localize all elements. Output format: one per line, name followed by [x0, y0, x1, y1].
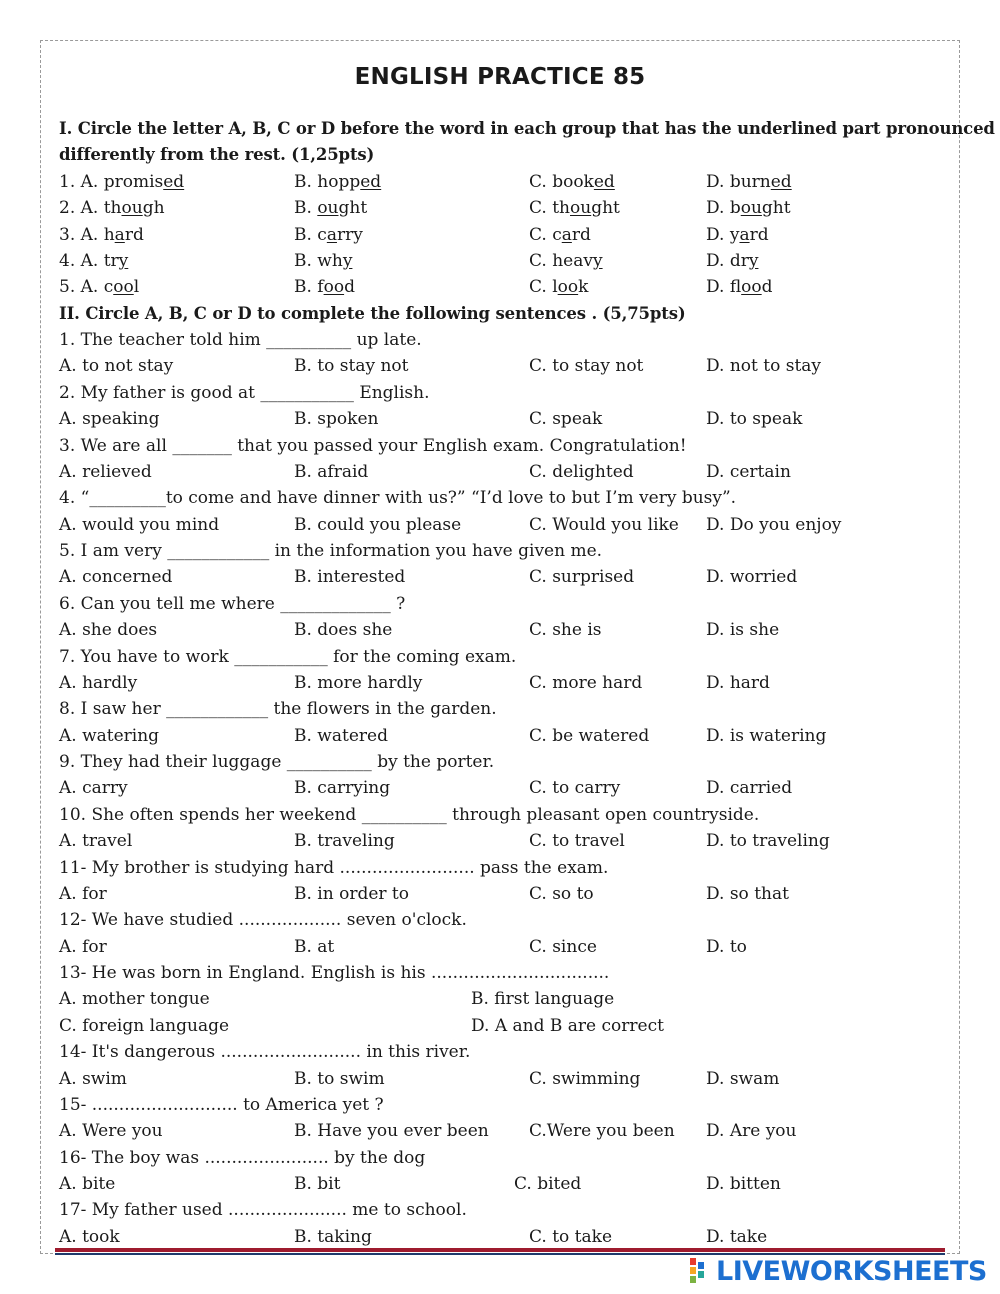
options-row [59, 1013, 959, 1039]
options-row [59, 406, 959, 432]
option-text: C. c [529, 224, 562, 245]
answer-option[interactable] [706, 195, 791, 221]
answer-option[interactable]: A. for [59, 936, 107, 957]
section-1-heading-cont: differently from the rest. (1,25pts) [59, 145, 375, 165]
options-row [59, 1118, 959, 1144]
answer-option[interactable] [59, 248, 128, 274]
options-row [59, 934, 959, 960]
pronunciation-row [59, 195, 959, 221]
question-text: 2. My father is good at ___________ English. [59, 382, 430, 403]
answer-option[interactable]: A. to not stay [59, 356, 174, 377]
question-text: 13- He was born in England. English is his ................................. [59, 963, 610, 983]
option-text: rd [571, 224, 591, 245]
option-text: B. f [294, 277, 324, 298]
underlined-sound: ou [121, 198, 143, 219]
option-text: ght [761, 198, 791, 219]
answer-option[interactable]: B. watered [294, 725, 388, 746]
answer-option[interactable] [529, 248, 603, 274]
options-row [59, 1066, 959, 1092]
option-text: l [133, 277, 140, 298]
answer-option[interactable] [294, 274, 355, 300]
answer-option[interactable]: B. at [294, 936, 335, 957]
options-row [59, 1171, 959, 1197]
question-text: 1. The teacher told him __________ up late. [59, 330, 422, 350]
answer-option[interactable]: B. spoken [294, 409, 379, 430]
answer-option[interactable]: A. for [59, 883, 107, 904]
answer-option[interactable]: D. to speak [706, 409, 803, 430]
answer-option[interactable] [529, 222, 591, 248]
answer-option[interactable]: B. carrying [294, 778, 391, 799]
answer-option[interactable]: A. travel [59, 831, 133, 852]
answer-option[interactable]: A. she does [59, 620, 158, 641]
pronunciation-row [59, 169, 959, 195]
question-text: 14- It's dangerous .......................... in this river. [59, 1042, 471, 1063]
option-text: D. y [706, 224, 740, 245]
answer-option[interactable] [529, 169, 615, 195]
answer-option[interactable]: A. hardly [59, 672, 138, 693]
answer-option[interactable]: D. swam [706, 1068, 780, 1089]
options-row [59, 1224, 959, 1250]
option-text: d [761, 277, 773, 298]
answer-option[interactable]: B. traveling [294, 831, 395, 852]
option-text: B. hopp [294, 171, 361, 192]
options-row [59, 459, 959, 485]
answer-option[interactable]: D. hard [706, 672, 770, 693]
answer-option[interactable]: A. carry [59, 778, 128, 799]
answer-option[interactable]: C. more hard [529, 672, 643, 693]
answer-option[interactable]: D. worried [706, 567, 798, 588]
answer-option[interactable]: B. bit [294, 1174, 341, 1194]
option-text: D. b [706, 198, 741, 219]
question-text: 5. I am very ____________ in the information you have given me. [59, 541, 603, 561]
answer-option[interactable]: A. concerned [59, 567, 173, 588]
option-text: k [578, 277, 589, 298]
answer-option[interactable] [59, 169, 184, 195]
answer-option[interactable]: B. taking [294, 1226, 372, 1247]
answer-option[interactable]: B. first language [471, 989, 615, 1010]
answer-option[interactable]: C.Were you been [529, 1121, 675, 1142]
answer-option[interactable] [529, 274, 588, 300]
option-text: ght [591, 198, 620, 219]
answer-option[interactable]: C. foreign language [59, 1015, 230, 1036]
answer-option[interactable] [706, 248, 758, 274]
answer-option[interactable]: A. watering [59, 725, 160, 746]
underlined-sound: a [739, 224, 750, 245]
option-text: 4. A. tr [59, 250, 119, 271]
answer-option[interactable]: B. Have you ever been [294, 1121, 489, 1142]
question-text: 4. “_________to come and have dinner with us?” “I’d love to but I’m very busy”. [59, 488, 737, 509]
answer-option[interactable]: D. is watering [706, 725, 827, 746]
answer-option[interactable]: C. bited [514, 1174, 582, 1194]
question-text: 7. You have to work ___________ for the coming exam. [59, 646, 517, 667]
option-text: ght [338, 198, 368, 219]
underlined-sound: ed [360, 171, 382, 192]
section-2-heading: II. Circle A, B, C or D to complete the following sentences . (5,75pts) [59, 303, 686, 323]
question-text: 9. They had their luggage __________ by the porter. [59, 752, 495, 772]
question-text: 16- The boy was ....................... by the dog [59, 1147, 426, 1168]
answer-option[interactable]: C. to travel [529, 831, 625, 852]
logo-text: LIVEWORKSHEETS [716, 1255, 987, 1287]
options-row [59, 881, 959, 907]
option-text: 5. A. c [59, 277, 114, 298]
answer-option[interactable]: B. could you please [294, 514, 462, 535]
underlined-sound: oo [557, 277, 579, 298]
answer-option[interactable]: C. swimming [529, 1068, 641, 1089]
underlined-sound: ed [593, 171, 615, 192]
answer-option[interactable]: B. does she [294, 620, 393, 641]
answer-option[interactable]: A. would you mind [59, 514, 220, 535]
answer-option[interactable]: D. not to stay [706, 356, 822, 377]
answer-option[interactable]: C. so to [529, 883, 594, 904]
pronunciation-row [59, 248, 959, 274]
answer-option[interactable]: B. more hardly [294, 672, 423, 693]
answer-option[interactable]: C. be watered [529, 725, 650, 746]
answer-option[interactable]: D. take [706, 1226, 768, 1247]
question-text: 12- We have studied ................... seven o'clock. [59, 910, 467, 931]
answer-option[interactable]: D. Are you [706, 1121, 797, 1142]
option-text: C. book [529, 171, 594, 192]
question-text: 3. We are all _______ that you passed your English exam. Congratulation! [59, 435, 687, 456]
question-text: 11- My brother is studying hard ......................... pass the exam. [59, 857, 609, 878]
answer-option[interactable]: C. surprised [529, 567, 635, 588]
options-row [59, 617, 959, 643]
underlined-sound: oo [323, 277, 345, 298]
answer-option[interactable]: D. A and B are correct [471, 1015, 664, 1036]
question-text: 6. Can you tell me where _____________ ? [59, 593, 406, 614]
answer-option[interactable]: C. to take [529, 1226, 613, 1247]
underlined-sound: ou [740, 198, 762, 219]
underlined-sound: y [748, 250, 759, 271]
options-row [59, 670, 959, 696]
answer-option[interactable]: C. delighted [529, 461, 634, 482]
option-text: d [344, 277, 355, 298]
question-text: 8. I saw her ____________ the flowers in the garden. [59, 699, 497, 720]
answer-option[interactable]: A. Were you [59, 1121, 163, 1142]
option-text: D. burn [706, 171, 771, 192]
options-row [59, 986, 959, 1012]
answer-option[interactable] [59, 222, 144, 248]
answer-option[interactable]: D. so that [706, 883, 789, 904]
answer-option[interactable]: C. since [529, 936, 597, 957]
option-text: rd [749, 224, 769, 245]
option-text: C. l [529, 277, 558, 298]
option-text: D. fl [706, 277, 742, 298]
answer-option[interactable] [706, 222, 769, 248]
option-text: gh [142, 198, 165, 219]
underlined-sound: ed [770, 171, 792, 192]
answer-option[interactable] [706, 274, 773, 300]
pronunciation-row [59, 222, 959, 248]
answer-option[interactable] [529, 195, 620, 221]
pronunciation-row [59, 274, 959, 300]
answer-option[interactable] [294, 248, 352, 274]
option-text: 2. A. th [59, 198, 122, 219]
underlined-sound: y [592, 250, 603, 271]
section-1-heading: I. Circle the letter A, B, C or D before the word in each group that has the underlined part pronounced [59, 119, 995, 138]
answer-option[interactable]: D. to [706, 936, 747, 957]
option-text: B. c [294, 224, 327, 245]
option-text: B. wh [294, 250, 343, 271]
footer-rule-red [55, 1248, 945, 1252]
underlined-sound: oo [741, 277, 762, 298]
question-text: 17- My father used ...................... me to school. [59, 1200, 467, 1221]
answer-option[interactable]: C. Would you like [529, 514, 679, 535]
answer-option[interactable] [294, 169, 381, 195]
options-row [59, 775, 959, 801]
answer-option[interactable] [294, 222, 363, 248]
answer-option[interactable]: D. certain [706, 461, 791, 482]
option-text: 1. A. promis [59, 171, 164, 192]
options-row [59, 564, 959, 590]
options-row [59, 828, 959, 854]
options-row [59, 723, 959, 749]
answer-option[interactable]: B. afraid [294, 461, 369, 482]
worksheet-content [59, 116, 995, 1250]
page-title: ENGLISH PRACTICE 85 [354, 64, 646, 90]
answer-option[interactable]: D. carried [706, 778, 793, 799]
answer-option[interactable]: D. Do you enjoy [706, 514, 842, 535]
underlined-sound: a [114, 224, 125, 245]
underlined-sound: y [118, 250, 129, 271]
underlined-sound: y [342, 250, 353, 271]
liveworksheets-logo-icon [690, 1258, 712, 1284]
answer-option[interactable]: A. took [59, 1226, 120, 1247]
option-text: 3. A. h [59, 224, 115, 245]
underlined-sound: ou [317, 198, 339, 219]
answer-option[interactable]: C. speak [529, 409, 603, 430]
option-text: rry [336, 224, 363, 245]
underlined-sound: oo [113, 277, 134, 298]
underlined-sound: ou [570, 198, 592, 219]
option-text: C. heav [529, 250, 593, 271]
answer-option[interactable] [59, 195, 165, 221]
answer-option[interactable]: A. swim [59, 1068, 127, 1089]
option-text: rd [124, 224, 144, 245]
answer-option[interactable] [706, 169, 792, 195]
underlined-sound: ed [163, 171, 185, 192]
option-text: C. th [529, 198, 570, 219]
answer-option[interactable]: B. to stay not [294, 356, 409, 377]
answer-option[interactable]: A. relieved [59, 461, 152, 482]
answer-option[interactable]: C. to carry [529, 778, 621, 799]
answer-option[interactable]: B. to swim [294, 1068, 385, 1089]
answer-option[interactable]: D. bitten [706, 1174, 781, 1194]
option-text: D. dr [706, 250, 749, 271]
answer-option[interactable]: A. mother tongue [59, 989, 210, 1010]
underlined-sound: a [561, 224, 572, 245]
answer-option[interactable]: C. she is [529, 620, 602, 641]
answer-option[interactable]: D. is she [706, 620, 780, 641]
question-text: 10. She often spends her weekend __________ through pleasant open countryside. [59, 804, 760, 825]
answer-option[interactable]: D. to traveling [706, 831, 830, 852]
answer-option[interactable] [294, 195, 367, 221]
answer-option[interactable]: A. speaking [59, 409, 160, 430]
answer-option[interactable] [59, 274, 139, 300]
answer-option[interactable]: B. in order to [294, 883, 409, 904]
answer-option[interactable]: B. interested [294, 567, 406, 588]
liveworksheets-logo[interactable] [690, 1254, 987, 1288]
underlined-sound: a [326, 224, 337, 245]
answer-option[interactable]: C. to stay not [529, 356, 644, 377]
answer-option[interactable]: A. bite [59, 1174, 116, 1194]
options-row [59, 353, 959, 379]
options-row [59, 512, 959, 538]
question-text: 15- ........................... to America yet ? [59, 1094, 384, 1115]
option-text: B. [294, 198, 318, 219]
